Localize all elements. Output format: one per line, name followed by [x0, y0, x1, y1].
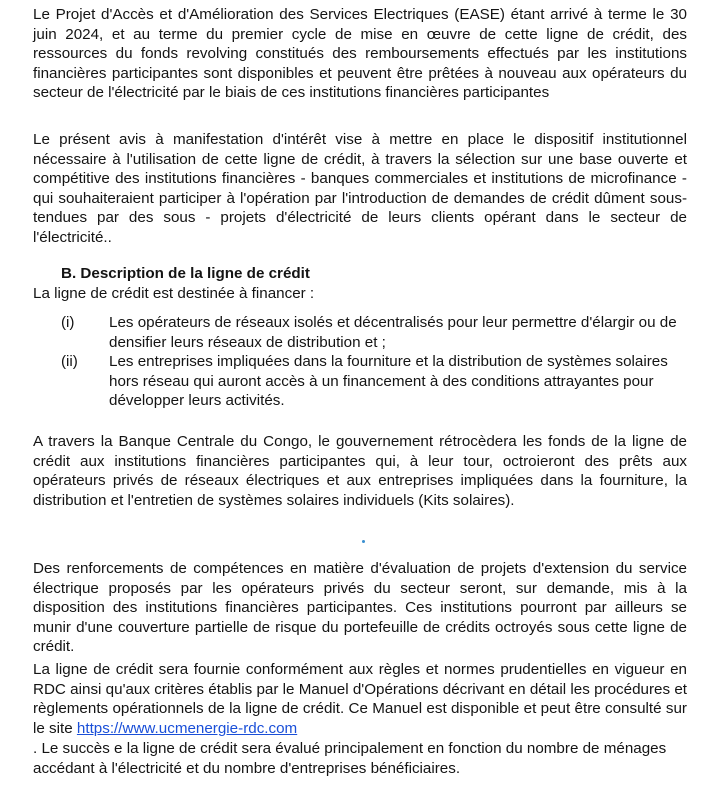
manuel-text: La ligne de crédit sera fournie conformément aux règles et normes prudentielles en vigueur en RDC ainsi qu'aux critères établis par le Manuel d'Opérations décrivant en détail les procédures et règlements opérationnels de la ligne de crédit. Ce Manuel est disponible et peut être consulté sur le site	[33, 661, 687, 737]
section-b-heading: B. Description de la ligne de crédit	[61, 265, 310, 282]
list-item-text: Les opérateurs de réseaux isolés et décentralisés pour leur permettre d'élargir ou de densifier leurs réseaux de distribution et ;	[109, 314, 677, 351]
list-item-number: (ii)	[61, 353, 78, 370]
list-item	[61, 352, 687, 412]
paragraph-avis-objectif: Le présent avis à manifestation d'intérêt vise à mettre en place le dispositif institutionnel nécessaire à l'utilisation de cette ligne de crédit, à travers la sélection sur une base ouverte et compétitive des institutions financières - banques commerciales et institutions de microfinance - qui souhaiteraient participer à l'opération par l'introduction de demandes de crédit dûment sous-tendues par des sous - projets d'électricité de leurs clients opérant dans le secteur de l'électricité..	[33, 131, 687, 246]
list-item	[61, 313, 687, 353]
list-item-text: Les entreprises impliquées dans la fourniture et la distribution de systèmes solaires hors réseau qui auront accès à un financement à des conditions attrayantes pour développer leurs activités.	[109, 353, 668, 410]
section-b-intro: La ligne de crédit est destinée à financer :	[33, 285, 315, 302]
paragraph-banque-centrale: A travers la Banque Centrale du Congo, le gouvernement rétrocèdera les fonds de la ligne de crédit aux institutions financières participantes qui, à leur tour, octroieront des prêts aux opérateurs privés de réseaux électriques et aux entreprises impliquées dans la fourniture, la distribution et l'entretien de systèmes solaires individuels (Kits solaires).	[33, 433, 687, 509]
paragraph-renforcement-competences: Des renforcements de compétences en matière d'évaluation de projets d'extension du service électrique proposés par les opérateurs privés du secteur seront, sur demande, mis à la disposition des institutions financières participantes. Ces institutions pourront par ailleurs se munir d'une couverture partielle de risque du portefeuille de crédits octroyés sous cette ligne de crédit.	[33, 560, 687, 656]
speck-dot	[362, 540, 365, 543]
paragraph-succes-evaluation: . Le succès e la ligne de crédit sera évalué principalement en fonction du nombre de ménages accédant à l'électricité et du nombre d'entreprises bénéficiaires.	[33, 740, 667, 777]
paragraph-manuel-operations	[33, 660, 687, 738]
site-link[interactable]: https://www.ucmenergie-rdc.com	[76, 719, 298, 737]
paragraph-ease-context: Le Projet d'Accès et d'Amélioration des Services Electriques (EASE) étant arrivé à terme le 30 juin 2024, et au terme du premier cycle de mise en œuvre de cette ligne de crédit, des ressources du fonds revolving constitués des remboursements effectués par les institutions financières participantes sont disponibles et peuvent être prêtées à nouveau aux opérateurs du secteur de l'électricité par le biais de ces institutions financières participantes	[33, 6, 687, 102]
list-item-number: (i)	[61, 314, 75, 331]
